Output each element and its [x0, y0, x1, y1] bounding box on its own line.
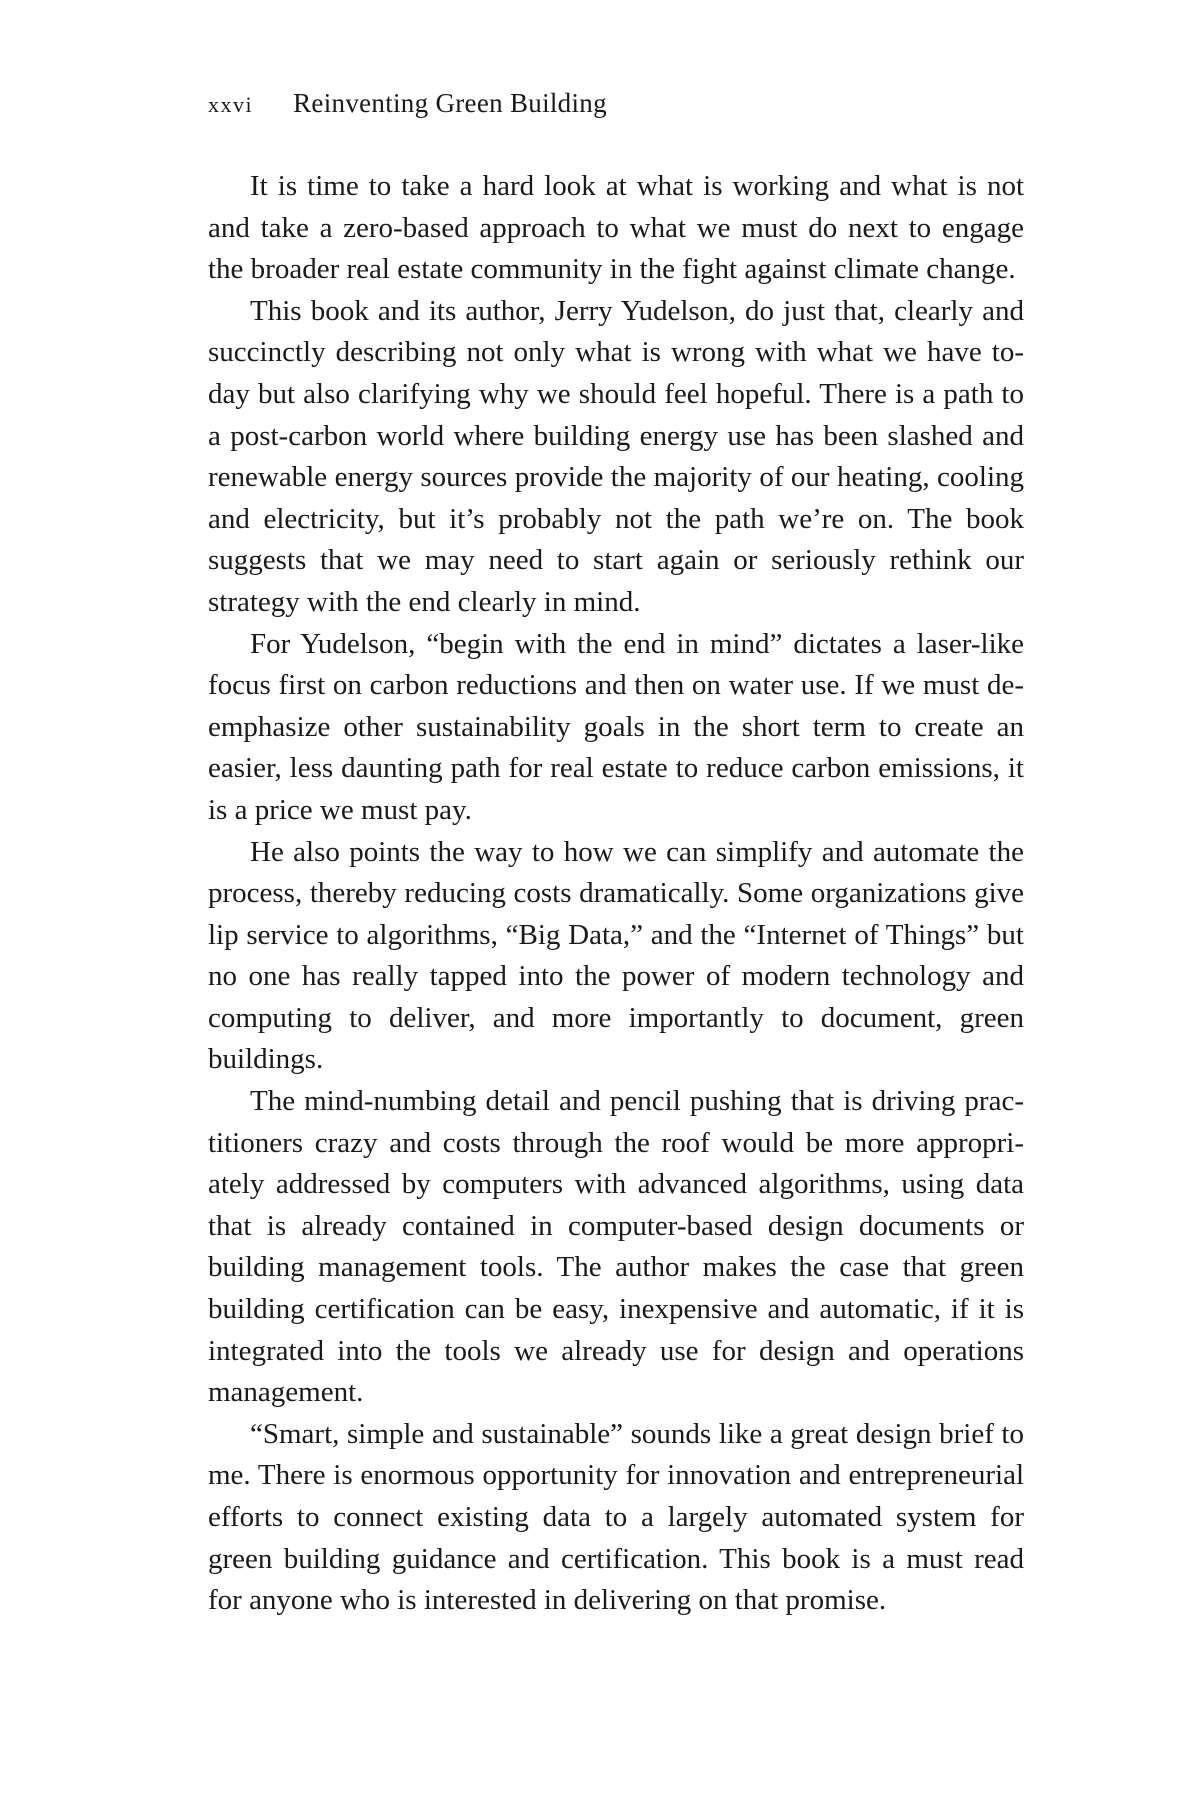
page-number: xxvi [208, 92, 254, 117]
book-title: Reinventing Green Building [293, 88, 607, 118]
paragraph: It is time to take a hard look at what is working and what is not and take a zero-based approach to what we must do next to engage the broader real estate community in the fight against climate change. [208, 170, 1024, 286]
paragraph: The mind-numbing detail and pencil pushing that is driving practitioners crazy and costs through the roof would be more appropriately addressed by computers with advanced algorithms, using data that is already contained in computer-based design documents or building management tools. The author makes the case that green building certification can be easy, inexpensive and automatic, if it is integrated into the tools we already use for design and operations management. [208, 1085, 1024, 1409]
paragraph: He also points the way to how we can simplify and automate the process, thereby reducing costs dramatically. Some organizations give lip service to algorithms, “Big Data,” and the “Internet of Things” but no one has really tapped into the power of modern technology and computing to deliver, and more importantly to document, green buildings. [208, 835, 1024, 1076]
paragraph: This book and its author, Jerry Yudelson, do just that, clearly and succinctly describing not only what is wrong with what we have today but also clarifying why we should feel hopeful. There is a path to a post-carbon world where building energy use has been slashed and renewable energy sources provide the majority of our heating, cooling and electricity, but it’s probably not the path we’re on. The book suggests that we may need to start again or seriously rethink our strategy with the end clearly in mind. [208, 294, 1024, 618]
paragraph: For Yudelson, “begin with the end in mind” dictates a laser-like focus first on carbon reductions and then on water use. If we must de-emphasize other sustainability goals in the short term to create an easier, less daunting path for real estate to reduce carbon emissions, it is a price we must pay. [208, 627, 1024, 826]
running-head [208, 88, 607, 119]
body-text [208, 166, 1024, 1622]
paragraph: “Smart, simple and sustainable” sounds like a great design brief to me. There is enormous opportunity for innovation and entrepreneurial efforts to connect existing data to a largely automated system for green building guidance and certification. This book is a must read for anyone who is interested in delivering on that promise. [208, 1417, 1024, 1617]
